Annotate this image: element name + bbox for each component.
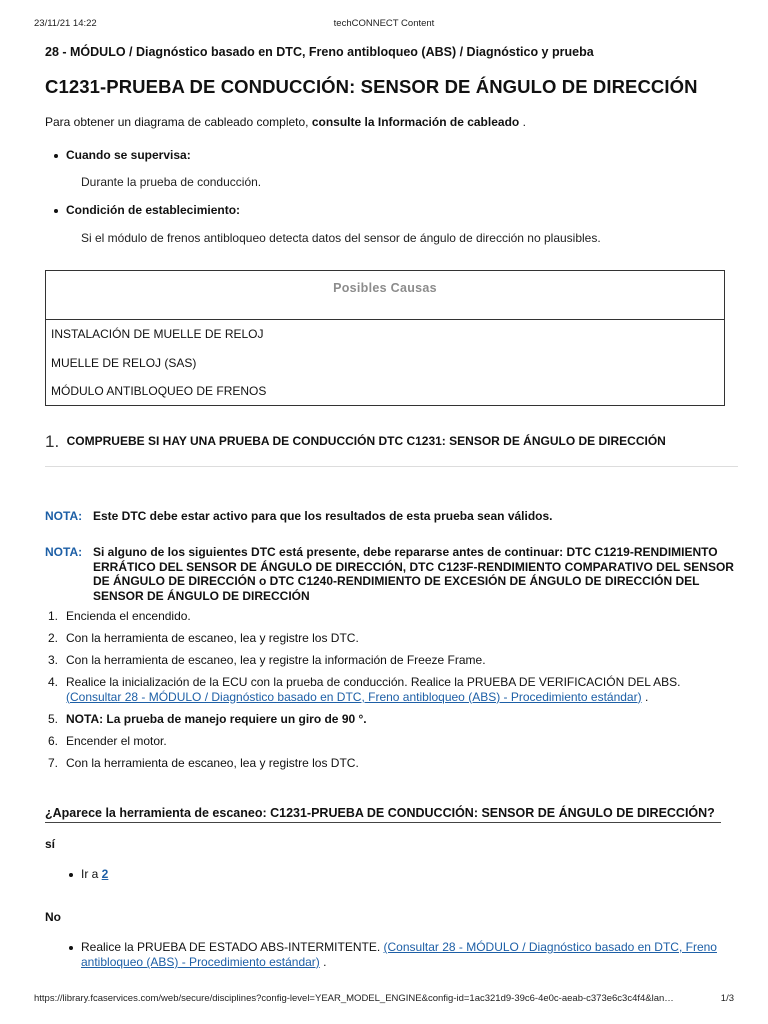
no-action-suffix: . bbox=[319, 955, 327, 969]
procedure-step bbox=[45, 734, 735, 749]
step-number: 7. bbox=[48, 755, 59, 770]
answer-yes-label: sí bbox=[45, 837, 56, 851]
set-condition-label: Condición de establecimiento: bbox=[66, 203, 241, 217]
step-text: Con la herramienta de escaneo, lea y registre la información de Freeze Frame. bbox=[66, 653, 486, 667]
step-number: 2. bbox=[48, 631, 59, 645]
step-number: 4. bbox=[48, 675, 59, 689]
intro-suffix: . bbox=[519, 115, 526, 129]
goto-item bbox=[81, 867, 108, 881]
monitored-text: Durante la prueba de conducción. bbox=[81, 175, 262, 189]
note-label: NOTA: bbox=[45, 509, 83, 523]
note-text: Este DTC debe estar activo para que los resultados de esta prueba sean válidos. bbox=[93, 509, 553, 523]
step-number: 5. bbox=[48, 711, 59, 726]
cause-row: INSTALACIÓN DE MUELLE DE RELOJ bbox=[51, 327, 264, 341]
print-title: techCONNECT Content bbox=[333, 18, 435, 29]
step-text: Encienda el encendido. bbox=[66, 609, 191, 623]
breadcrumb: 28 - MÓDULO / Diagnóstico basado en DTC, Freno antibloqueo (ABS) / Diagnóstico y prueba bbox=[45, 45, 594, 59]
step-heading-text: COMPRUEBE SI HAY UNA PRUEBA DE CONDUCCIÓN DTC C1231: SENSOR DE ÁNGULO DE DIRECCIÓN bbox=[66, 434, 666, 448]
set-condition-text: Si el módulo de frenos antibloqueo detecta datos del sensor de ángulo de dirección no plausibles. bbox=[81, 231, 601, 245]
step-text: Con la herramienta de escaneo, lea y registre los DTC. bbox=[66, 631, 359, 645]
goto-text: Ir a bbox=[81, 867, 102, 881]
possible-causes-header: Posibles Causas bbox=[46, 271, 724, 320]
page-url: https://library.fcaservices.com/web/secure/disciplines?config-level=YEAR_MODEL_ENGINE&config-id=1ac321d9-39c6-4e0c-aeab-c373e6c3c4f4&lan… bbox=[34, 993, 674, 1004]
step-text: Con la herramienta de escaneo, lea y registre los DTC. bbox=[66, 755, 359, 770]
step-number: 1. bbox=[48, 609, 59, 623]
procedure-step bbox=[45, 712, 735, 727]
note bbox=[45, 545, 735, 603]
note-label: NOTA: bbox=[45, 545, 83, 559]
procedure-step bbox=[45, 675, 735, 704]
step-text: Encender el motor. bbox=[66, 733, 167, 748]
no-action-text: Realice la PRUEBA DE ESTADO ABS-INTERMITENTE. bbox=[81, 940, 384, 954]
procedure-step bbox=[45, 653, 735, 668]
print-header bbox=[34, 16, 734, 32]
intro-text: Para obtener un diagrama de cableado completo, bbox=[45, 115, 312, 129]
answer-no-label: No bbox=[45, 910, 61, 924]
goto-step-link[interactable]: 2 bbox=[101, 867, 109, 881]
procedure-step bbox=[45, 756, 735, 771]
abs-verification-procedure-link[interactable]: (Consultar 28 - MÓDULO / Diagnóstico basado en DTC, Freno antibloqueo (ABS) - Procedimiento estándar) bbox=[66, 689, 642, 704]
monitored-label: Cuando se supervisa: bbox=[66, 148, 191, 162]
procedure-step bbox=[45, 609, 735, 624]
wiring-info-link[interactable]: consulte la Información de cableado bbox=[311, 115, 520, 129]
step-suffix: . bbox=[641, 689, 649, 704]
step-heading-number: 1. bbox=[45, 432, 60, 451]
step-number: 6. bbox=[48, 733, 59, 748]
procedure-steps bbox=[45, 609, 735, 778]
print-datetime: 23/11/21 14:22 bbox=[34, 18, 97, 29]
step-text: Realice la inicialización de la ECU con la prueba de conducción. Realice la PRUEBA DE VERIFICACIÓN DEL ABS. bbox=[66, 675, 681, 689]
intro-paragraph bbox=[45, 115, 738, 129]
possible-causes-table bbox=[45, 270, 725, 406]
step-number: 3. bbox=[48, 653, 59, 667]
cause-row: MUELLE DE RELOJ (SAS) bbox=[51, 355, 197, 370]
note bbox=[45, 509, 735, 524]
cause-row: MÓDULO ANTIBLOQUEO DE FRENOS bbox=[51, 384, 267, 398]
page-title: C1231-PRUEBA DE CONDUCCIÓN: SENSOR DE ÁNGULO DE DIRECCIÓN bbox=[45, 76, 698, 97]
page-number: 1/3 bbox=[720, 993, 734, 1004]
step-heading bbox=[45, 432, 738, 467]
no-action-item bbox=[81, 940, 721, 970]
abs-intermittent-procedure-link[interactable]: (Consultar 28 - MÓDULO / Diagnóstico basado en DTC, Freno antibloqueo (ABS) - Procedimiento estándar) bbox=[81, 940, 717, 969]
procedure-step bbox=[45, 631, 735, 646]
step-text: NOTA: La prueba de manejo requiere un giro de 90 °. bbox=[66, 711, 367, 726]
diagnostic-question: ¿Aparece la herramienta de escaneo: C1231-PRUEBA DE CONDUCCIÓN: SENSOR DE ÁNGULO DE DIRECCIÓN? bbox=[45, 806, 721, 823]
note-text: Si alguno de los siguientes DTC está presente, debe repararse antes de continuar: DTC C1219-RENDIMIENTO ERRÁTICO DEL SENSOR DE ÁNGULO DE DIRECCIÓN, DTC C123F-RENDIMIENTO COMPARATIVO DEL SENSOR DE ÁNGULO DE DIRECCIÓN o DTC C1240-RENDIMIENTO DE EXCESIÓN DE ÁNGULO DE DIRECCIÓN DEL SENSOR DE ÁNGULO DE DIRECCIÓN bbox=[93, 545, 734, 603]
